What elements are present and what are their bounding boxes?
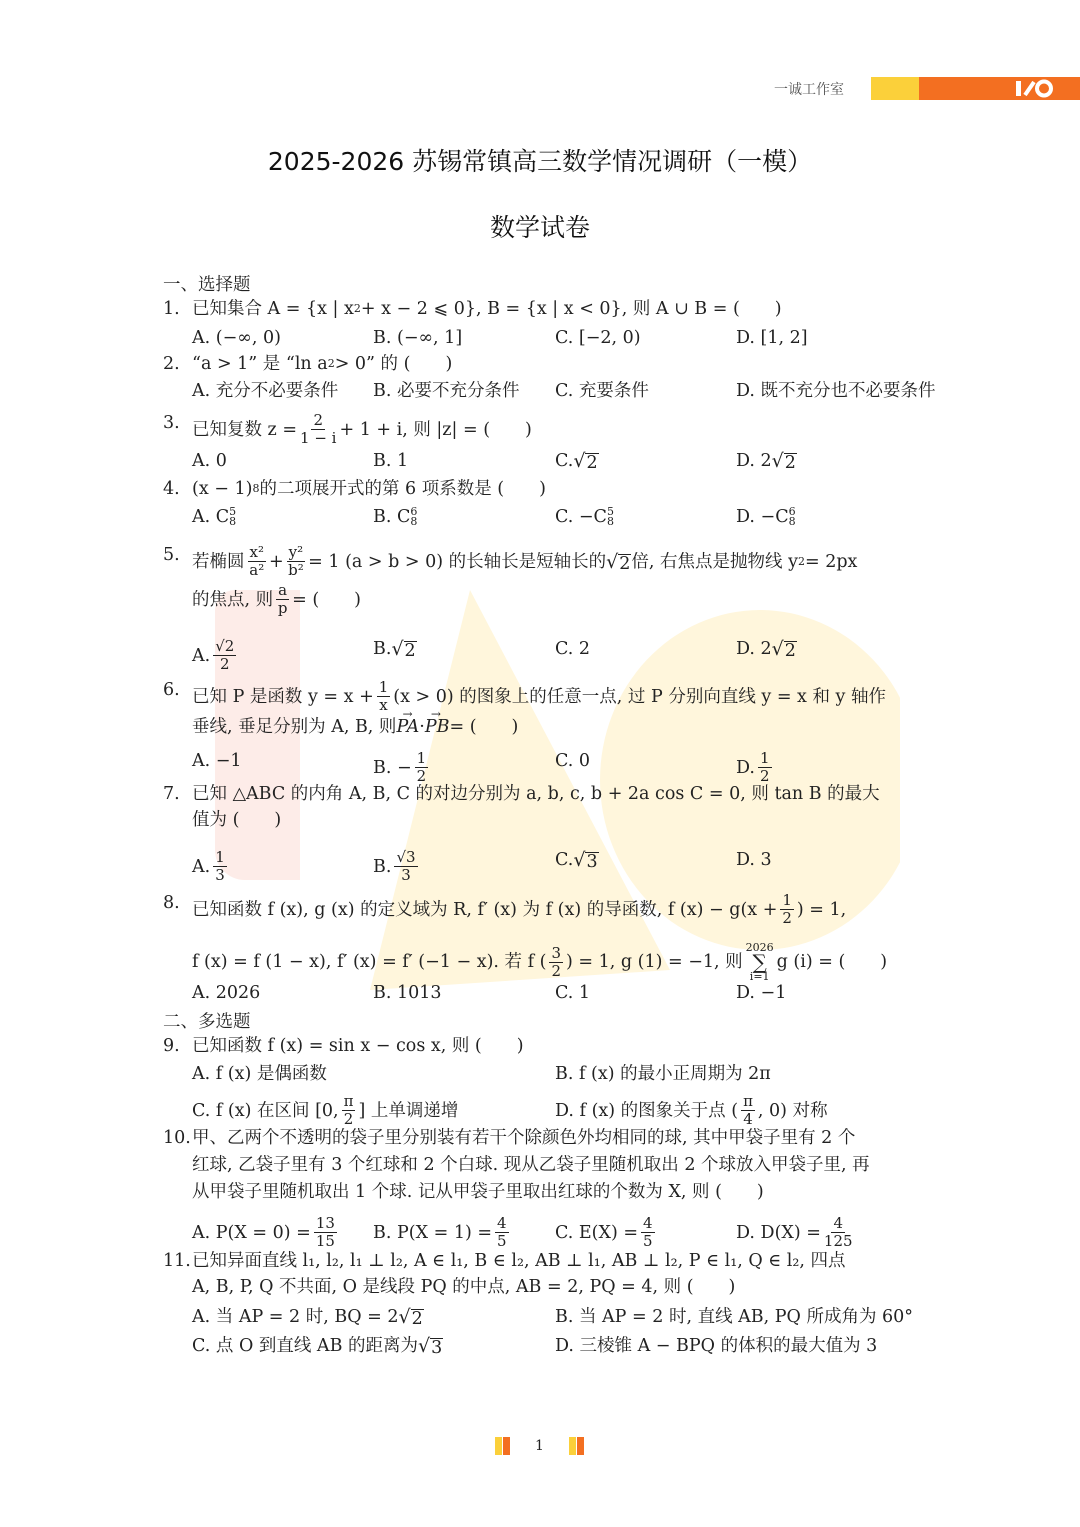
text-run: “a > 1” 是 “ln a	[192, 354, 328, 374]
numerator: 4	[833, 1214, 843, 1232]
radicand: 2	[619, 553, 631, 574]
answer-option-b	[373, 638, 417, 660]
text-run: f (x) = f (1 − x), f′ (x) = f′ (−1 − x). 若 f (	[192, 952, 547, 972]
answer-option-c	[555, 1215, 658, 1250]
text-run: 已知集合 A = {x | x	[192, 299, 354, 319]
answer-option-c	[555, 450, 599, 472]
answer-option-d	[736, 380, 936, 402]
section-heading-multi-choice: 二、多选题	[163, 1012, 251, 1032]
answer-option-b	[373, 380, 520, 402]
answer-option-a	[192, 1215, 340, 1250]
page-number: 1	[535, 1438, 544, 1454]
radicand: 2	[586, 453, 598, 473]
fraction	[213, 638, 236, 673]
radicand: 2	[784, 641, 796, 661]
page-title: 2025-2026 苏锡常镇高三数学情况调研（一模）	[267, 147, 813, 176]
answer-option-b	[373, 506, 417, 528]
text-run: B. 当 AP = 2 时, 直线 AB, PQ 所成角为 60°	[555, 1307, 914, 1327]
denominator: 4	[743, 1110, 753, 1128]
text-run: ) = 1,	[796, 899, 847, 920]
numerator: 4	[497, 1214, 507, 1232]
question-number: 11.	[163, 1251, 191, 1271]
question-stem	[192, 892, 846, 927]
answer-option-a	[192, 982, 260, 1004]
answer-option-c	[555, 638, 590, 660]
denominator: 2	[759, 767, 770, 785]
answer-option-c	[555, 380, 649, 402]
text-run: +	[268, 551, 284, 572]
question-stem	[192, 544, 857, 579]
question-stem	[192, 1127, 855, 1149]
answer-option-b	[373, 750, 431, 785]
denominator: 2	[416, 767, 427, 785]
numerator: π	[343, 1092, 354, 1110]
text-run: 若椭圆	[192, 551, 245, 572]
text-run: C. 充要条件	[555, 381, 649, 401]
fraction	[549, 945, 563, 980]
superscript: 2	[327, 357, 335, 370]
numerator: 13	[315, 1214, 335, 1232]
text-run: 从甲袋子里随机取出 1 个球. 记从甲袋子里取出红球的个数为 X, 则 ( )	[192, 1182, 764, 1202]
fraction	[342, 1093, 356, 1128]
question-stem	[192, 679, 886, 714]
text-run: (x − 1)	[192, 479, 253, 499]
text-run: D. −1	[736, 983, 787, 1003]
question-number: 8.	[163, 893, 180, 913]
fraction	[415, 750, 429, 785]
text-run: ) = 1, g (1) = −1, 则	[566, 952, 743, 972]
answer-option-d	[736, 450, 797, 472]
text-run: A. 当 AP = 2 时, BQ = 2	[192, 1307, 399, 1327]
question-number: 10.	[163, 1128, 191, 1148]
answer-option-b	[373, 849, 421, 884]
square-root	[772, 638, 797, 660]
sup-sub	[229, 507, 236, 527]
superscript: 2	[353, 302, 361, 315]
answer-option-c	[192, 1093, 458, 1128]
question-stem	[192, 582, 361, 617]
text-run: D. −C	[736, 507, 789, 527]
question-stem	[192, 1154, 870, 1176]
denominator: 15	[315, 1232, 335, 1250]
text-run: B. 1	[373, 451, 409, 471]
header-bar-yellow	[871, 77, 919, 100]
answer-option-d	[736, 638, 797, 660]
denominator: x	[379, 696, 388, 714]
text-run: B. P(X = 1) =	[373, 1222, 493, 1243]
footer-bar	[577, 1437, 584, 1455]
text-run: C. −C	[555, 507, 607, 527]
denominator: 5	[497, 1232, 507, 1250]
page-subtitle: 数学试卷	[489, 213, 590, 242]
denominator: 2	[782, 909, 792, 927]
question-number: 3.	[163, 413, 180, 433]
denominator: 2	[343, 1110, 354, 1128]
denominator: p	[277, 599, 288, 617]
text-run: A. 充分不必要条件	[192, 381, 339, 401]
footer-bar	[495, 1437, 502, 1455]
fraction	[495, 1215, 509, 1250]
text-run: B. C	[373, 507, 411, 527]
fraction	[641, 1215, 655, 1250]
answer-option-a	[192, 450, 227, 472]
answer-option-d	[555, 1335, 877, 1357]
footer-bar	[503, 1437, 510, 1455]
square-root	[606, 551, 631, 573]
numerator: 1	[215, 848, 225, 866]
question-stem	[192, 412, 532, 447]
answer-option-c	[555, 849, 599, 871]
radicand: 2	[784, 453, 796, 473]
answer-option-d	[736, 849, 772, 871]
answer-option-b	[373, 450, 408, 472]
superscript: 2	[797, 554, 805, 568]
answer-option-c	[192, 1335, 443, 1357]
numerator: 4	[643, 1214, 653, 1232]
text-run: C. [−2, 0)	[555, 328, 641, 348]
text-run: + 1 + i, 则 |z| = ( )	[339, 419, 532, 440]
denominator: 1 − i	[300, 429, 337, 447]
answer-option-a	[192, 750, 242, 772]
text-run: > 0” 的 ( )	[334, 354, 453, 374]
radical-sign-icon: √	[606, 550, 619, 573]
radicand: 2	[411, 1309, 423, 1329]
radicand: 3	[586, 852, 598, 872]
text-run: B. f (x) 的最小正周期为 2π	[555, 1064, 771, 1084]
question-number: 9.	[163, 1036, 180, 1056]
answer-option-a	[192, 849, 230, 884]
footer-bar	[569, 1437, 576, 1455]
text-run: D. [1, 2]	[736, 328, 808, 348]
sum-upper: 2026	[745, 941, 774, 954]
answer-option-b	[555, 1063, 771, 1085]
text-run: 已知 P 是函数 y = x +	[192, 686, 374, 707]
text-run: D. 2	[736, 451, 772, 471]
text-run: + x − 2 ⩽ 0}, B = {x | x < 0}, 则 A ∪ B = ( )	[360, 299, 782, 319]
brand-logo-icon	[1014, 77, 1058, 100]
text-run: A. 0	[192, 451, 227, 471]
text-run: 甲、乙两个不透明的袋子里分别装有若干个除颜色外均相同的球, 其中甲袋子里有 2 个	[192, 1128, 856, 1148]
answer-option-c	[555, 327, 641, 349]
text-run: ·	[419, 717, 425, 737]
question-stem	[192, 298, 782, 320]
text-run: D. 3	[736, 850, 772, 870]
numerator: 1	[782, 891, 792, 909]
answer-option-d	[555, 1093, 828, 1128]
text-run: 的焦点, 则	[192, 589, 274, 610]
text-run: = 2px	[804, 551, 858, 572]
text-run: 已知异面直线 l₁, l₂, l₁ ⊥ l₂, A ∈ l₁, B ∈ l₂, AB ⊥ l₁, AB ⊥ l₂, P ∈ l₁, Q ∈ l₂, 四点	[192, 1251, 846, 1271]
superscript: 6	[410, 505, 418, 518]
text-run: ] 上单调递增	[358, 1100, 459, 1121]
question-stem	[192, 1276, 735, 1298]
question-stem	[192, 353, 452, 375]
question-number: 2.	[163, 354, 180, 374]
text-run: A.	[192, 645, 211, 666]
text-run: (x > 0) 的图象上的任意一点, 过 P 分别向直线 y = x 和 y 轴作	[393, 686, 886, 707]
text-run: C. f (x) 在区间 [0,	[192, 1100, 339, 1121]
fraction	[287, 544, 306, 579]
text-run: A. 2026	[192, 983, 261, 1003]
question-number: 7.	[163, 784, 180, 804]
fraction	[213, 849, 227, 884]
sup-sub	[410, 507, 417, 527]
answer-option-d	[736, 327, 808, 349]
text-run: 的二项展开式的第 6 项系数是 ( )	[259, 479, 546, 499]
text-run: D. f (x) 的图象关于点 (	[555, 1100, 739, 1121]
section-heading-single-choice: 一、选择题	[163, 275, 251, 295]
vector: → PB	[425, 716, 450, 738]
subscript: 8	[410, 515, 418, 528]
radical-sign-icon: √	[398, 1306, 411, 1328]
answer-option-c	[555, 750, 590, 772]
text-run: D. 既不充分也不必要条件	[736, 381, 936, 401]
numerator: √2	[215, 637, 235, 655]
answer-option-d	[736, 750, 775, 785]
question-stem	[192, 1250, 846, 1272]
text-run: C. 点 O 到直线 AB 的距离为	[192, 1336, 418, 1356]
radicand: 2	[404, 641, 416, 661]
question-number: 5.	[163, 545, 180, 565]
denominator: 2	[551, 961, 562, 980]
radical-sign-icon: √	[391, 638, 404, 660]
fraction	[394, 849, 417, 884]
fraction	[248, 544, 266, 579]
text-run: C. 1	[555, 983, 591, 1003]
text-run: D. D(X) =	[736, 1222, 821, 1243]
answer-option-c	[555, 506, 614, 528]
fraction	[377, 679, 391, 714]
text-run: B.	[373, 639, 392, 659]
text-run: C. 2	[555, 639, 591, 659]
text-run: A.	[192, 856, 211, 877]
answer-option-b	[555, 1306, 913, 1328]
text-run: C.	[555, 451, 574, 471]
denominator: b²	[288, 561, 304, 579]
text-run: A. C	[192, 507, 230, 527]
text-run: 已知复数 z =	[192, 419, 298, 440]
brand-name: 一诚工作室	[774, 82, 844, 98]
question-number: 4.	[163, 479, 180, 499]
numerator: 1	[759, 749, 770, 767]
fraction	[300, 412, 336, 447]
question-stem	[192, 1181, 764, 1203]
square-root	[573, 450, 598, 472]
denominator: 3	[215, 866, 225, 884]
answer-option-a	[192, 506, 236, 528]
radical-sign-icon: √	[771, 638, 784, 660]
subscript: 8	[229, 515, 237, 528]
square-root	[398, 1306, 423, 1328]
answer-option-d	[736, 982, 786, 1004]
question-stem	[192, 478, 546, 500]
text-run: C. E(X) =	[555, 1222, 639, 1243]
subscript: 8	[606, 515, 614, 528]
text-run: C. 0	[555, 751, 591, 771]
numerator: y²	[288, 543, 304, 561]
answer-option-d	[736, 1215, 856, 1250]
text-run: = ( )	[449, 717, 519, 737]
answer-option-d	[736, 506, 796, 528]
text-run: A. P(X = 0) =	[192, 1222, 311, 1243]
numerator: x²	[249, 543, 264, 561]
text-run: C.	[555, 850, 574, 870]
superscript: 5	[606, 505, 614, 518]
denominator: 5	[643, 1232, 653, 1250]
square-root	[573, 849, 598, 871]
text-run: A. −1	[192, 751, 242, 771]
question-number: 1.	[163, 299, 180, 319]
answer-option-a	[192, 638, 239, 673]
radical-sign-icon: √	[771, 450, 784, 472]
question-stem	[192, 942, 887, 982]
square-root	[772, 450, 797, 472]
fraction	[314, 1215, 337, 1250]
radicand: 3	[431, 1338, 443, 1358]
sigma-icon: ∑	[752, 950, 767, 974]
question-stem	[192, 783, 880, 805]
superscript: 8	[252, 482, 260, 495]
numerator: π	[743, 1092, 753, 1110]
text-run: B. (−∞, 1]	[373, 328, 463, 348]
numerator: 1	[416, 749, 427, 767]
text-run: 垂线, 垂足分别为 A, B, 则	[192, 717, 397, 737]
vector: → PA	[396, 716, 419, 738]
text-run: 已知函数 f (x) = sin x − cos x, 则 ( )	[192, 1036, 524, 1056]
denominator: 125	[823, 1232, 853, 1250]
text-run: = 1 (a > b > 0) 的长轴长是短轴长的	[308, 551, 607, 572]
fraction	[758, 750, 772, 785]
text-run: B.	[373, 856, 392, 877]
text-run: A, B, P, Q 不共面, O 是线段 PQ 的中点, AB = 2, PQ = 4, 则 ( )	[192, 1277, 736, 1297]
square-root	[418, 1335, 443, 1357]
sum-lower: i=1	[749, 970, 770, 983]
fraction	[741, 1093, 755, 1128]
answer-option-a	[192, 1063, 327, 1085]
answer-option-a	[192, 327, 281, 349]
superscript: 5	[229, 505, 237, 518]
fraction	[824, 1215, 853, 1250]
superscript: 6	[788, 505, 796, 518]
sup-sub	[789, 507, 796, 527]
numerator: a	[278, 581, 288, 599]
numerator: 1	[378, 678, 389, 696]
sup-sub	[607, 507, 614, 527]
radical-sign-icon: √	[418, 1335, 431, 1357]
denominator: 2	[219, 655, 230, 673]
text-run: D.	[736, 757, 755, 778]
fraction	[276, 582, 289, 617]
text-run: A. (−∞, 0)	[192, 328, 281, 348]
text-run: 已知函数 f (x), g (x) 的定义域为 R, f′ (x) 为 f (x) 的导函数, f (x) − g(x +	[192, 899, 778, 920]
text-run: B. −	[373, 757, 412, 778]
text-run: 值为 ( )	[192, 810, 282, 830]
text-run: = ( )	[292, 589, 361, 610]
answer-option-a	[192, 1306, 424, 1328]
numerator: 2	[313, 411, 324, 429]
text-run: A. f (x) 是偶函数	[192, 1064, 327, 1084]
text-run: , 0) 对称	[757, 1100, 828, 1121]
text-run: D. 2	[736, 639, 772, 659]
text-run: B. 1013	[373, 983, 442, 1003]
answer-option-c	[555, 982, 590, 1004]
answer-option-a	[192, 380, 338, 402]
text-run: 红球, 乙袋子里有 3 个红球和 2 个白球. 现从乙袋子里随机取出 2 个球放入甲袋子里, 再	[192, 1155, 870, 1175]
numerator: 3	[551, 943, 562, 962]
subscript: 8	[788, 515, 796, 528]
text-run: D. 三棱锥 A − BPQ 的体积的最大值为 3	[555, 1336, 878, 1356]
text-run: g (i) = ( )	[776, 952, 888, 972]
radical-sign-icon: √	[573, 450, 586, 472]
answer-option-b	[373, 982, 442, 1004]
text-run: 倍, 右焦点是抛物线 y	[631, 551, 798, 572]
summation	[746, 942, 774, 982]
fraction	[780, 892, 794, 927]
numerator: √3	[396, 848, 416, 866]
radical-sign-icon: √	[573, 849, 586, 871]
question-number: 6.	[163, 680, 180, 700]
question-stem	[192, 716, 518, 738]
denominator: 3	[401, 866, 411, 884]
answer-option-b	[373, 1215, 512, 1250]
text-run: 已知 △ABC 的内角 A, B, C 的对边分别为 a, b, c, b + 2a cos C = 0, 则 tan B 的最大	[192, 784, 880, 804]
denominator: a²	[249, 561, 265, 579]
question-stem	[192, 809, 281, 831]
square-root	[391, 638, 416, 660]
text-run: B. 必要不充分条件	[373, 381, 520, 401]
answer-option-b	[373, 327, 462, 349]
question-stem	[192, 1035, 524, 1057]
